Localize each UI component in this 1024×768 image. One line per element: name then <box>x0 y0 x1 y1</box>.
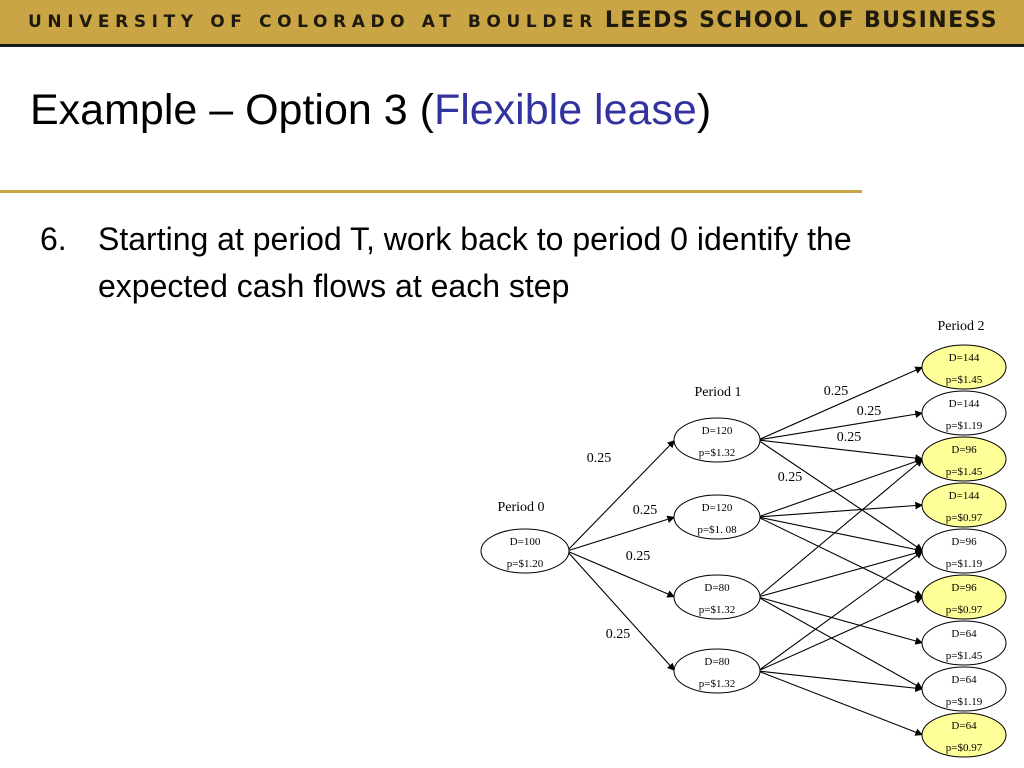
title-suffix: ) <box>696 86 712 134</box>
period-label: Period 1 <box>694 385 742 400</box>
node-demand-label: D=120 <box>701 425 733 437</box>
probability-label: 0.25 <box>632 503 658 518</box>
tree-node <box>922 345 1006 389</box>
node-price-label: p=$0.97 <box>945 604 983 616</box>
node-demand-label: D=144 <box>948 398 980 410</box>
probability-label: 0.25 <box>605 627 631 642</box>
tree-node <box>922 529 1006 573</box>
node-price-label: p=$1.32 <box>698 678 736 690</box>
tree-node <box>922 575 1006 619</box>
tree-node <box>922 391 1006 435</box>
title-highlight: Flexible lease <box>433 86 697 134</box>
node-demand-label: D=144 <box>948 490 980 502</box>
probability-label: 0.25 <box>777 470 803 485</box>
tree-edge <box>758 551 923 597</box>
node-price-label: p=$1. 08 <box>697 524 737 536</box>
node-demand-label: D=64 <box>951 720 977 732</box>
tree-edge <box>758 597 923 671</box>
node-price-label: p=$0.97 <box>945 742 983 754</box>
tree-node <box>674 575 760 619</box>
probability-label: 0.25 <box>856 404 882 419</box>
tree-edge <box>567 551 675 597</box>
node-price-label: p=$1.45 <box>945 374 983 386</box>
node-price-label: p=$1.19 <box>945 558 983 570</box>
node-price-label: p=$1.19 <box>945 420 983 432</box>
step-number: 6. <box>40 221 67 257</box>
tree-node <box>922 437 1006 481</box>
probability-label: 0.25 <box>823 384 849 399</box>
period-label: Period 0 <box>497 500 545 515</box>
probability-label: 0.25 <box>836 430 862 445</box>
node-demand-label: D=96 <box>951 582 977 594</box>
node-demand-label: D=96 <box>951 536 977 548</box>
tree-node <box>922 667 1006 711</box>
probability-label: 0.25 <box>625 549 651 564</box>
tree-edge <box>758 505 923 517</box>
step-text: Starting at period T, work back to period 0 identify the expected cash flows at each step <box>98 221 852 304</box>
node-demand-label: D=96 <box>951 444 977 456</box>
node-price-label: p=$0.97 <box>945 512 983 524</box>
node-price-label: p=$1.20 <box>506 558 544 570</box>
tree-edge <box>758 671 923 689</box>
tree-node <box>481 529 569 573</box>
tree-node <box>674 649 760 693</box>
node-price-label: p=$1.45 <box>945 466 983 478</box>
tree-node <box>922 483 1006 527</box>
tree-edge <box>758 517 923 597</box>
node-demand-label: D=64 <box>951 674 977 686</box>
probability-label: 0.25 <box>586 451 612 466</box>
tree-edge <box>758 671 923 735</box>
node-demand-label: D=80 <box>704 656 730 668</box>
node-demand-label: D=144 <box>948 352 980 364</box>
node-price-label: p=$1.32 <box>698 604 736 616</box>
tree-edge <box>567 551 675 671</box>
tree-edge <box>758 597 923 643</box>
school-name: LEEDS SCHOOL OF BUSINESS <box>604 8 998 33</box>
tree-node <box>674 418 760 462</box>
node-layer <box>481 345 1006 757</box>
period-label: Period 2 <box>937 319 985 334</box>
title-prefix: Example – Option 3 ( <box>30 86 434 134</box>
tree-node <box>674 495 760 539</box>
node-demand-label: D=100 <box>509 536 541 548</box>
node-demand-label: D=80 <box>704 582 730 594</box>
tree-edge <box>758 459 923 517</box>
tree-node <box>922 621 1006 665</box>
node-price-label: p=$1.32 <box>698 447 736 459</box>
node-price-label: p=$1.19 <box>945 696 983 708</box>
tree-node <box>922 713 1006 757</box>
node-demand-label: D=64 <box>951 628 977 640</box>
node-price-label: p=$1.45 <box>945 650 983 662</box>
node-demand-label: D=120 <box>701 502 733 514</box>
university-name: UNIVERSITY OF COLORADO AT BOULDER <box>28 12 598 32</box>
